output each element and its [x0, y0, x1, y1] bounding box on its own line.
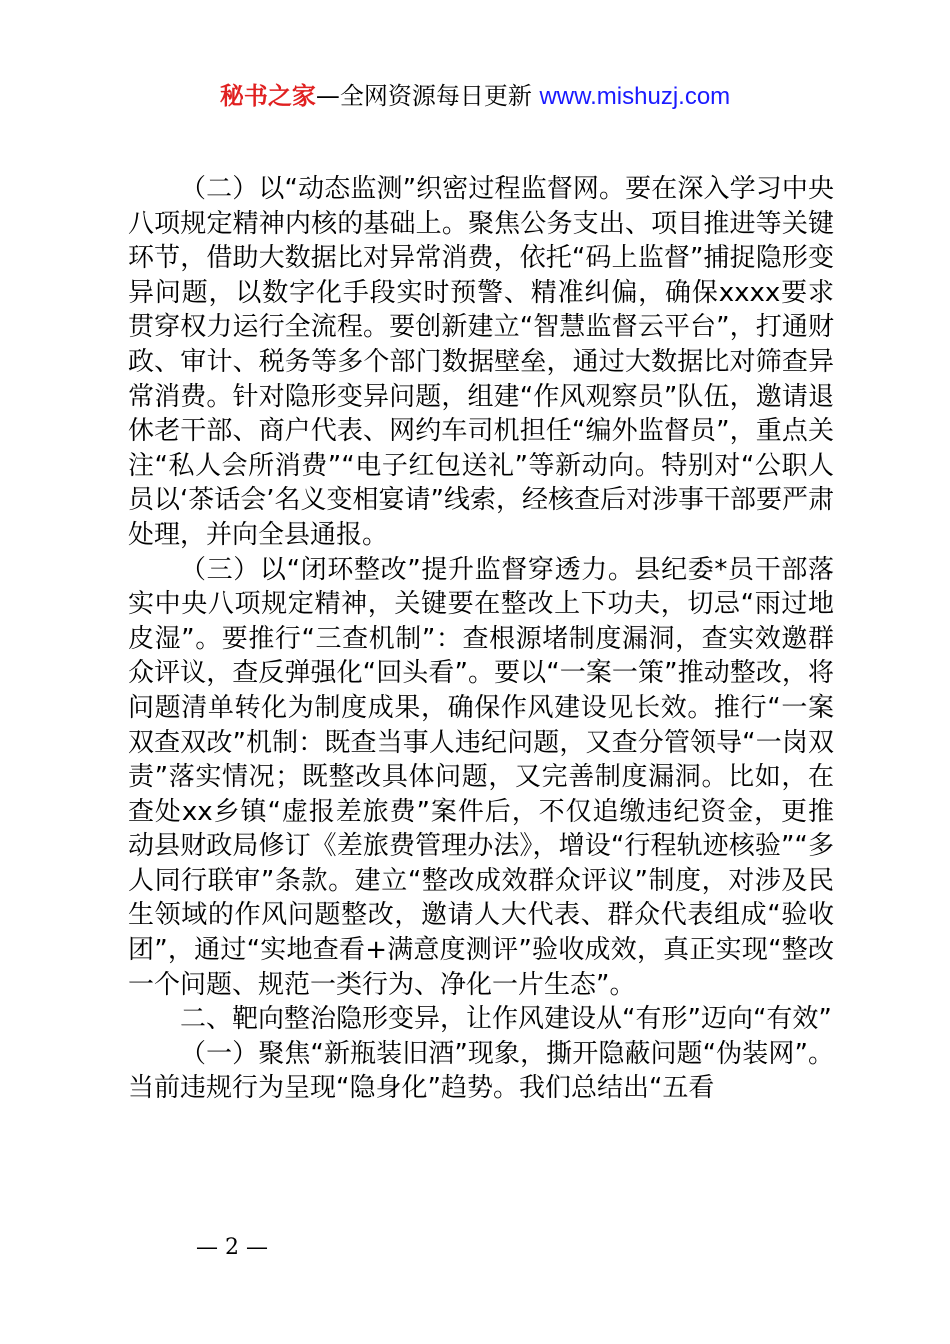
header-dash: — — [315, 82, 340, 110]
site-url-link[interactable]: www.mishuzj.com — [539, 83, 731, 110]
brand-name: 秘书之家 — [219, 82, 316, 110]
header-slogan: 全网资源每日更新 — [339, 82, 532, 110]
paragraph-section-2-2: （二）以“动态监测”织密过程监督网。要在深入学习中央八项规定精神内核的基础上。聚焦公务支出、项目推进等关键环节，借助大数据比对异常消费，依托“码上监督”捕捉隐形变异问题，以数字化手段实时预警、精准纠偏，确保xxxx要求贯穿权力运行全流程。要创新建立“智慧监督云平台”，打通财政、审计、税务等多个部门数据壁垒，通过大数据比对筛查异常消费。针对隐形变异问题，组建“作风观察员”队伍，邀请退休老干部、商户代表、网约车司机担任“编外监督员”，重点关注“私人会所消费”“电子红包送礼”等新动向。特别对“公职人员以‘茶话会’名义变相宴请”线索，经核查后对涉事干部要严肃处理，并向全县通报。 — [128, 174, 834, 550]
page-number: — 2 — — [196, 1235, 268, 1260]
paragraph-section-2-1: （一）聚焦“新瓶装旧酒”现象，撕开隐蔽问题“伪装网”。当前违规行为呈现“隐身化”趋势。我们总结出“五看 — [128, 1038, 834, 1104]
paragraph-section-2-3: （三）以“闭环整改”提升监督穿透力。县纪委*员干部落实中央八项规定精神，关键要在整改上下功夫，切忌“雨过地皮湿”。要推行“三查机制”：查根源堵制度漏洞，查实效邀群众评议，查反弹强化“回头看”。要以“一案一策”推动整改，将问题清单转化为制度成果，确保作风建设见长效。推行“一案双查双改”机制：既查当事人违纪问题，又查分管领导“一岗双责”落实情况；既整改具体问题，又完善制度漏洞。比如，在查处xx乡镇“虚报差旅费”案件后，不仅追缴违纪资金，更推动县财政局修订《差旅费管理办法》，增设“行程轨迹核验”“多人同行联审”条款。建立“整改成效群众评议”制度，对涉及民生领域的作风问题整改，邀请人大代表、群众代表组成“验收团”，通过“实地查看+满意度测评”验收成效，真正实现“整改一个问题、规范一类行为、净化一片生态”。 — [128, 554, 834, 1000]
heading-section-2: 二、靶向整治隐形变异，让作风建设从“有形”迈向“有效” — [180, 1004, 832, 1035]
document-body — [128, 172, 834, 1106]
site-header — [0, 80, 950, 113]
